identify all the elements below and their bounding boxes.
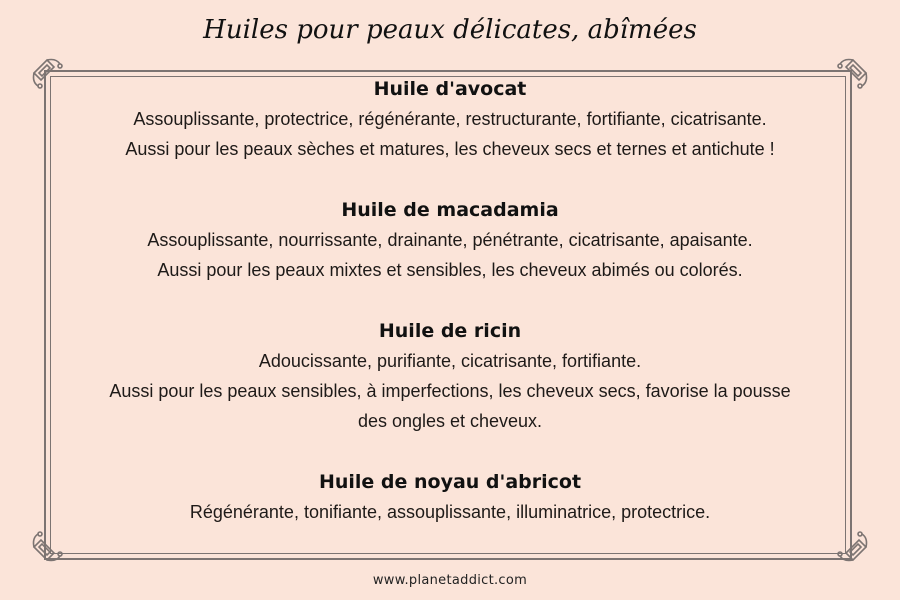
ornament-corner-icon [30,56,64,90]
oil-properties: Assouplissante, protectrice, régénérante, restructurante, fortifiante, cicatrisante. [133,109,767,129]
oil-section-macadamia [60,195,840,285]
ornament-corner-icon [836,530,870,564]
footer-website-link[interactable]: www.planetaddict.com [372,573,528,588]
oil-uses: Aussi pour les peaux sèches et matures, les cheveux secs et ternes et antichute ! [125,139,775,159]
oil-uses-continued: des ongles et cheveux. [357,411,543,431]
oil-properties: Assouplissante, nourrissante, drainante, pénétrante, cicatrisante, apaisante. [147,230,753,250]
page-title: Huiles pour peaux délicates, abîmées [203,15,697,45]
oil-name: Huile de ricin [378,320,522,342]
oil-section-ricin [60,316,840,436]
oil-uses: Aussi pour les peaux mixtes et sensibles, les cheveux abimés ou colorés. [157,260,743,280]
oil-uses: Aussi pour les peaux sensibles, à imperfections, les cheveux secs, favorise la pousse [109,381,791,401]
oil-name: Huile d'avocat [373,78,527,100]
ornament-corner-icon [836,56,870,90]
oil-name: Huile de noyau d'abricot [318,471,582,493]
ornament-corner-icon [30,530,64,564]
oil-properties: Régénérante, tonifiante, assouplissante, illuminatrice, protectrice. [189,502,711,522]
oil-section-abricot [60,467,840,527]
oil-properties: Adoucissante, purifiante, cicatrisante, fortifiante. [258,351,642,371]
oil-section-avocat [60,74,840,164]
oil-name: Huile de macadamia [341,199,559,221]
oil-list [60,74,840,558]
